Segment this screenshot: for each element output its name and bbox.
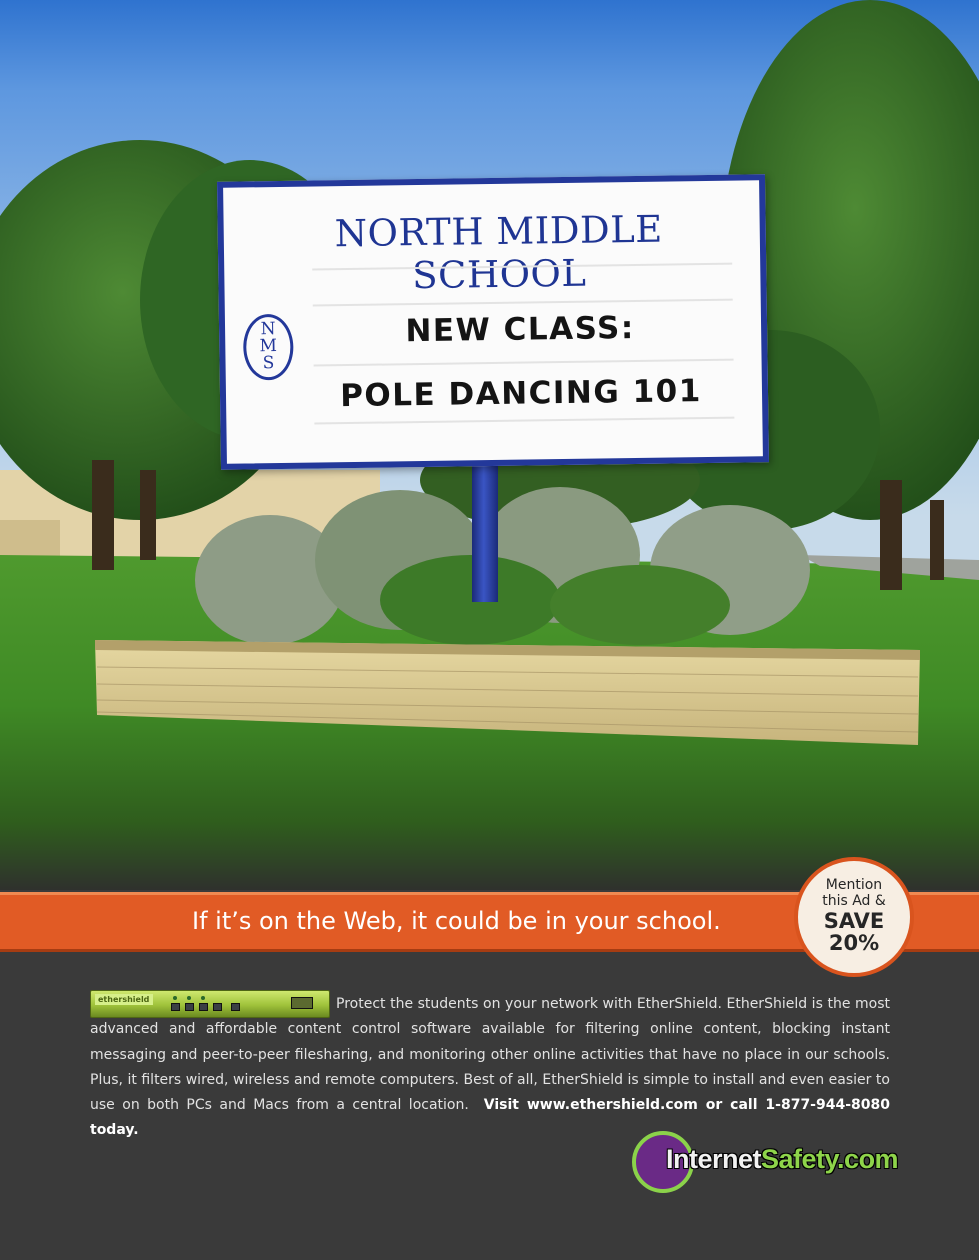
badge-line-4: 20% [828, 931, 880, 955]
sign-divider [313, 299, 733, 307]
save-badge [794, 857, 914, 977]
sign-line-2: POLE DANCING 101 [339, 373, 703, 415]
call-to-action: Visit www.ethershield.com or call 1-877-944-8080 today. [90, 1097, 890, 1139]
logo-letter: M [259, 336, 278, 357]
tagline: If it’s on the Web, it could be in your school. [192, 907, 721, 935]
badge-line-2: this Ad & [822, 893, 886, 909]
sign-line-1: NEW CLASS: [405, 310, 635, 350]
logo-word-internet: Internet [666, 1144, 762, 1174]
image-indent [90, 1007, 336, 1008]
sign-post [472, 462, 498, 602]
badge-line-3: SAVE [823, 909, 885, 933]
internetsafety-logo[interactable] [632, 1128, 902, 1198]
logo-wordmark [666, 1144, 898, 1175]
body-paragraph: Protect the students on your network with EtherShield. EtherShield is the most advanced and affordable content control software available for filtering online content, blocking instant messaging and peer-to-peer filesharing, and monitoring other online activities that have no place in our schools. Plus, it filters wired, wireless and remote computers. Best of all, EtherShield is simple to install and even easier to use on both PCs and Macs from a central location. [90, 996, 890, 1114]
logo-letter: N [260, 319, 276, 340]
school-sign [217, 174, 769, 470]
logo-word-safety: Safety.com [761, 1144, 899, 1174]
logo-letter: S [262, 353, 275, 374]
device-label: ethershield [95, 994, 153, 1005]
badge-line-1: Mention [825, 877, 883, 893]
body-copy [90, 992, 890, 1144]
sign-divider [314, 417, 734, 425]
sign-title: NORTH MIDDLE SCHOOL [334, 207, 664, 298]
sign-divider [314, 359, 734, 367]
